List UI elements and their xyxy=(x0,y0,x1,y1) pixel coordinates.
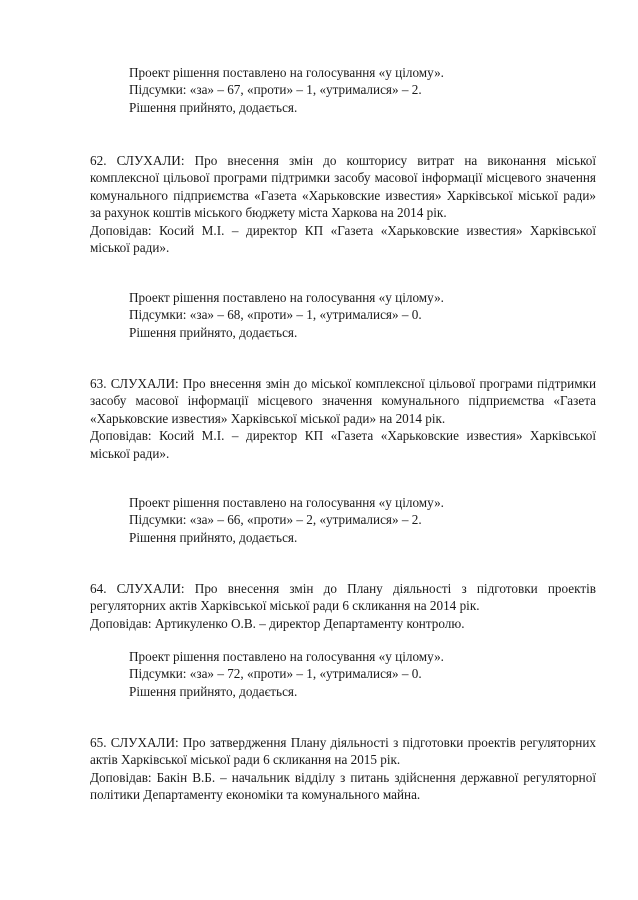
vote-decision: Рішення прийнято, додається. xyxy=(129,683,298,699)
speaker-label: Доповідав: xyxy=(90,769,152,785)
item-body: Про внесення змін до Плану діяльності з підготовки проектів регуляторних актів Харківської міської ради 6 скликання на 2014 рік. xyxy=(90,581,596,614)
speaker-name: Артикуленко О.В. – директор Департаменту контролю. xyxy=(151,615,465,631)
vote-results: Підсумки: «за» – 67, «проти» – 1, «утрималися» – 2. xyxy=(129,82,422,98)
speaker-text xyxy=(90,427,596,462)
vote-block-64 xyxy=(129,648,599,700)
vote-results: Підсумки: «за» – 72, «проти» – 1, «утрималися» – 0. xyxy=(129,666,422,682)
agenda-item-63 xyxy=(90,375,596,462)
vote-block-63 xyxy=(129,494,599,546)
vote-results: Підсумки: «за» – 66, «проти» – 2, «утрималися» – 2. xyxy=(129,512,422,528)
vote-line: Проект рішення поставлено на голосування «у цілому». xyxy=(129,649,444,664)
vote-block-top xyxy=(129,64,599,116)
vote-line: Проект рішення поставлено на голосування «у цілому». xyxy=(129,495,444,510)
vote-block-62 xyxy=(129,289,599,341)
heard-label: 64. СЛУХАЛИ: xyxy=(90,581,185,596)
item-body: Про затвердження Плану діяльності з підготовки проектів регуляторних актів Харківської міської ради 6 скликання на 2015 рік. xyxy=(90,735,596,768)
item-text xyxy=(90,375,596,427)
agenda-item-62 xyxy=(90,152,596,256)
item-text xyxy=(90,580,596,615)
vote-line: Проект рішення поставлено на голосування «у цілому». xyxy=(129,65,444,80)
item-body: Про внесення змін до міської комплексної цільової програми підтримки засобу масової інформації місцевого значення комунального підприємства «Газета «Харьковские известия» Харківської міської ради» на 2014 рік. xyxy=(90,376,596,426)
item-text xyxy=(90,152,596,222)
heard-label: 62. СЛУХАЛИ: xyxy=(90,153,185,168)
speaker-name: Косий М.І. – директор КП «Газета «Харьковские известия» Харківської міської ради». xyxy=(90,222,596,256)
speaker-name: Бакін В.Б. – начальник відділу з питань здійснення державної регуляторної політики Департаменту економіки та комунального майна. xyxy=(90,769,596,803)
heard-label: 65. СЛУХАЛИ: xyxy=(90,735,179,750)
speaker-label: Доповідав: xyxy=(90,222,152,238)
vote-decision: Рішення прийнято, додається. xyxy=(129,324,298,340)
vote-decision: Рішення прийнято, додається. xyxy=(129,529,298,545)
speaker-text xyxy=(90,769,596,804)
vote-results: Підсумки: «за» – 68, «проти» – 1, «утрималися» – 0. xyxy=(129,307,422,323)
speaker-text xyxy=(90,222,596,257)
vote-decision: Рішення прийнято, додається. xyxy=(129,99,298,115)
item-text xyxy=(90,734,596,769)
vote-line: Проект рішення поставлено на голосування «у цілому». xyxy=(129,290,444,305)
speaker-label: Доповідав: xyxy=(90,428,152,444)
speaker-name: Косий М.І. – директор КП «Газета «Харьковские известия» Харківської міської ради». xyxy=(90,428,596,461)
speaker-label: Доповідав: xyxy=(90,615,152,631)
heard-label: 63. СЛУХАЛИ: xyxy=(90,376,179,391)
item-body: Про внесення змін до кошторису витрат на виконання міської комплексної цільової програми підтримки засобу масової інформації місцевого значення комунального підприємства «Газета «Харьковские известия» Харківської міської ради» за рахунок коштів міського бюджету міста Харкова на 2014 рік. xyxy=(90,153,596,221)
speaker-text xyxy=(90,615,596,632)
agenda-item-65 xyxy=(90,734,596,804)
agenda-item-64 xyxy=(90,580,596,632)
